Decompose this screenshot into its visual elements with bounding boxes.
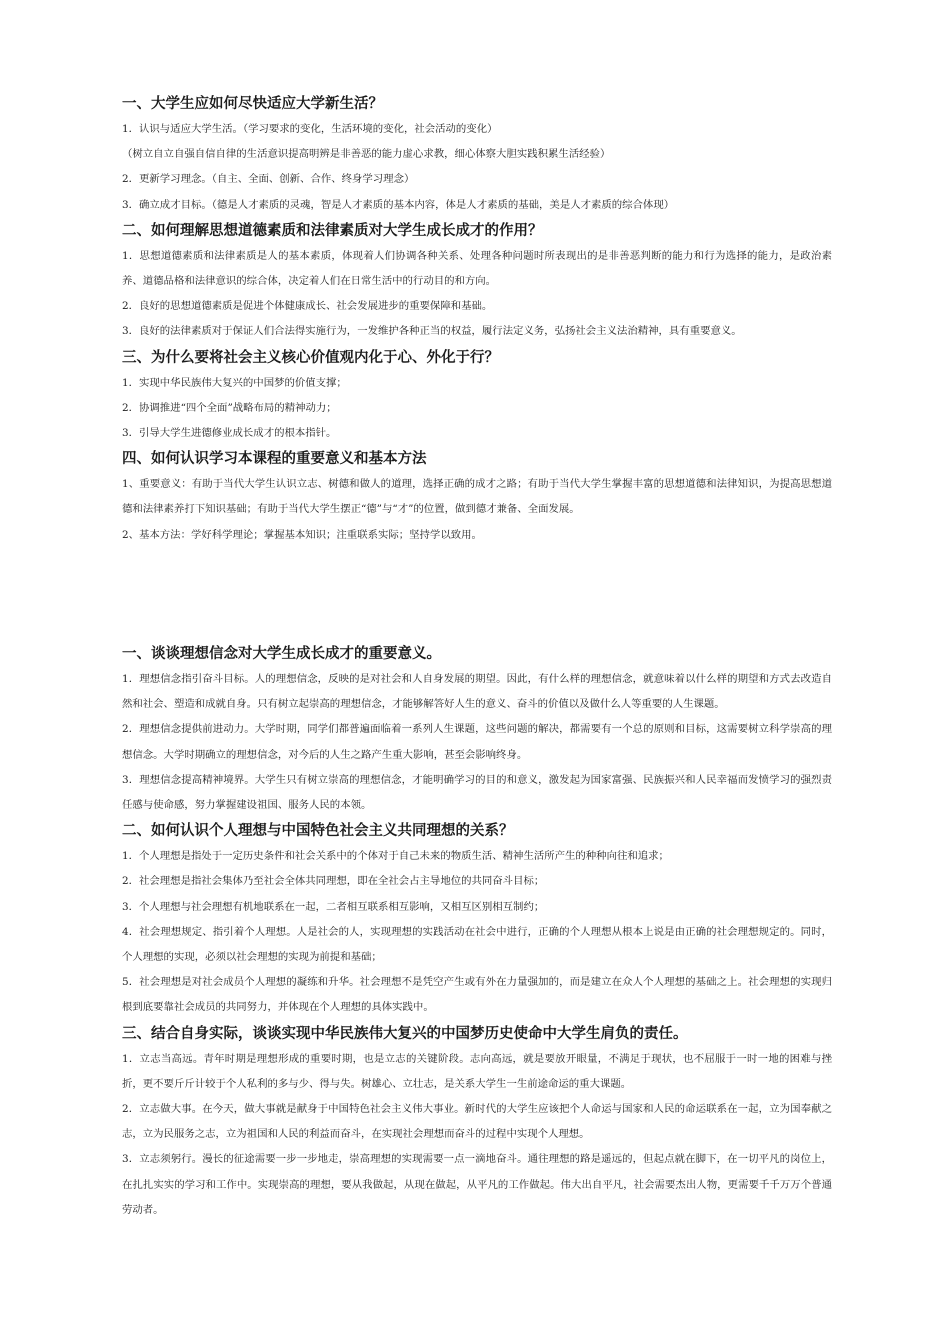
paragraph: 1．思想道德素质和法律素质是人的基本素质，体现着人们协调各种关系、处理各种问题时所表现出的是非善恶判断的能力和行为选择的能力，是政治素养、道德品格和法律意识的综合体，决定着人们在日常生活中的行动目的和方向。	[122, 249, 832, 288]
heading: 四、如何认识学习本课程的重要意义和基本方法	[122, 451, 427, 468]
paragraph: 2、基本方法：学好科学理论；掌握基本知识；注重联系实际；坚持学以致用。	[122, 528, 482, 541]
paragraph: 1．立志当高远。青年时期是理想形成的重要时期，也是立志的关键阶段。志向高远，就是要放开眼量，不满足于现状，也不屈服于一时一地的困难与挫折，更不要斤斤计较于个人私利的多与少、得与失。树雄心、立壮志，是关系大学生一生前途命运的重大课题。	[122, 1052, 832, 1090]
paragraph: 1、重要意义：有助于当代大学生认识立志、树德和做人的道理，选择正确的成才之路；有助于当代大学生掌握丰富的思想道德和法律知识，为提高思想道德和法律素养打下知识基础；有助于当代大学生摆正“德”与“才”的位置，做到德才兼备、全面发展。	[122, 478, 832, 516]
paragraph: 2．社会理想是指社会集体乃至社会全体共同理想，即在全社会占主导地位的共同奋斗目标；	[122, 875, 545, 888]
paragraph: 2．理想信念提供前进动力。大学时期，同学们都普遍面临着一系列人生课题，这些问题的解决，都需要有一个总的原则和目标，这需要树立科学崇高的理想信念。大学时期确立的理想信念，对今后的人生之路产生重大影响，甚至会影响终身。	[122, 723, 832, 761]
section-part1	[0, 91, 950, 548]
paragraph: 2．立志做大事。在今天，做大事就是献身于中国特色社会主义伟大事业。新时代的大学生应该把个人命运与国家和人民的命运联系在一起，立为国奉献之志，立为民服务之志，立为祖国和人民的利益而奋斗，在实现社会理想而奋斗的过程中实现个人理想。	[122, 1103, 832, 1141]
paragraph: 1．认识与适应大学生活。（学习要求的变化，生活环境的变化，社会活动的变化）	[122, 123, 498, 135]
paragraph: 1．理想信念指引奋斗目标。人的理想信念，反映的是对社会和人自身发展的期望。因此，有什么样的理想信念，就意味着以什么样的期望和方式去改造自然和社会、塑造和成就自身。只有树立起崇高的理想信念，才能够解答好人生的意义、奋斗的价值以及做什么人等重要的人生课题。	[122, 673, 832, 711]
paragraph: 3．立志须躬行。漫长的征途需要一步一步地走，崇高理想的实现需要一点一滴地奋斗。通往理想的路是遥远的，但起点就在脚下，在一切平凡的岗位上，在扎扎实实的学习和工作中。实现崇高的理想，要从我做起，从现在做起，从平凡的工作做起。伟大出自平凡，社会需要杰出人物，更需要千千万万个普通劳动者。	[122, 1153, 832, 1216]
paragraph: 2．协调推进“四个全面”战略布局的精神动力；	[122, 401, 337, 414]
heading: 一、谈谈理想信念对大学生成长成才的重要意义。	[122, 646, 441, 662]
heading: 一、大学生应如何尽快适应大学新生活？	[122, 96, 383, 112]
heading: 三、结合自身实际，谈谈实现中华民族伟大复兴的中国梦历史使命中大学生肩负的责任。	[122, 1025, 688, 1042]
paragraph: 3．良好的法律素质对于保证人们合法得实施行为，一发维护各种正当的权益，履行法定义务，弘扬社会主义法治精神，具有重要意义。	[122, 325, 742, 338]
heading: 二、如何理解思想道德素质和法律素质对大学生成长成才的作用？	[122, 222, 543, 239]
paragraph: 4．社会理想规定、指引着个人理想。人是社会的人，实现理想的实践活动在社会中进行，正确的个人理想从根本上说是由正确的社会理想规定的。同时，个人理想的实现，必须以社会理想的实现为前提和基础；	[122, 925, 832, 964]
paragraph: 2．良好的思想道德素质是促进个体健康成长、社会发展进步的重要保障和基础。	[122, 300, 493, 313]
paragraph: 3．确立成才目标。（德是人才素质的灵魂，智是人才素质的基本内容，体是人才素质的基础，美是人才素质的综合体现）	[122, 198, 675, 211]
heading: 二、如何认识个人理想与中国特色社会主义共同理想的关系？	[122, 823, 514, 840]
paragraph: 1．实现中华民族伟大复兴的中国梦的价值支撑；	[122, 376, 347, 389]
paragraph: （树立自立自强自信自律的生活意识提高明辨是非善恶的能力虚心求教，细心体察大胆实践积累生活经验）	[122, 148, 611, 161]
section-part2	[0, 641, 950, 1223]
paragraph: 1．个人理想是指处于一定历史条件和社会关系中的个体对于自己未来的物质生活、精神生活所产生的种种向往和追求；	[122, 850, 669, 863]
paragraph: 3．理想信念提高精神境界。大学生只有树立崇高的理想信念，才能明确学习的目的和意义，激发起为国家富强、民族振兴和人民幸福而发愤学习的强烈责任感与使命感，努力掌握建设祖国、服务人民的本领。	[122, 773, 832, 812]
paragraph: 3．引导大学生进德修业成长成才的根本指针。	[122, 427, 337, 440]
paragraph: 5．社会理想是对社会成员个人理想的凝练和升华。社会理想不是凭空产生或有外在力量强加的，而是建立在众人个人理想的基础之上。社会理想的实现归根到底要靠社会成员的共同努力，并体现在个人理想的具体实践中。	[122, 976, 832, 1014]
paragraph: 2．更新学习理念。（自主、全面、创新、合作、终身学习理念）	[122, 173, 415, 186]
heading: 三、为什么要将社会主义核心价值观内化于心、外化于行？	[122, 349, 499, 366]
paragraph: 3．个人理想与社会理想有机地联系在一起，二者相互联系相互影响，又相互区别相互制约；	[122, 900, 545, 913]
